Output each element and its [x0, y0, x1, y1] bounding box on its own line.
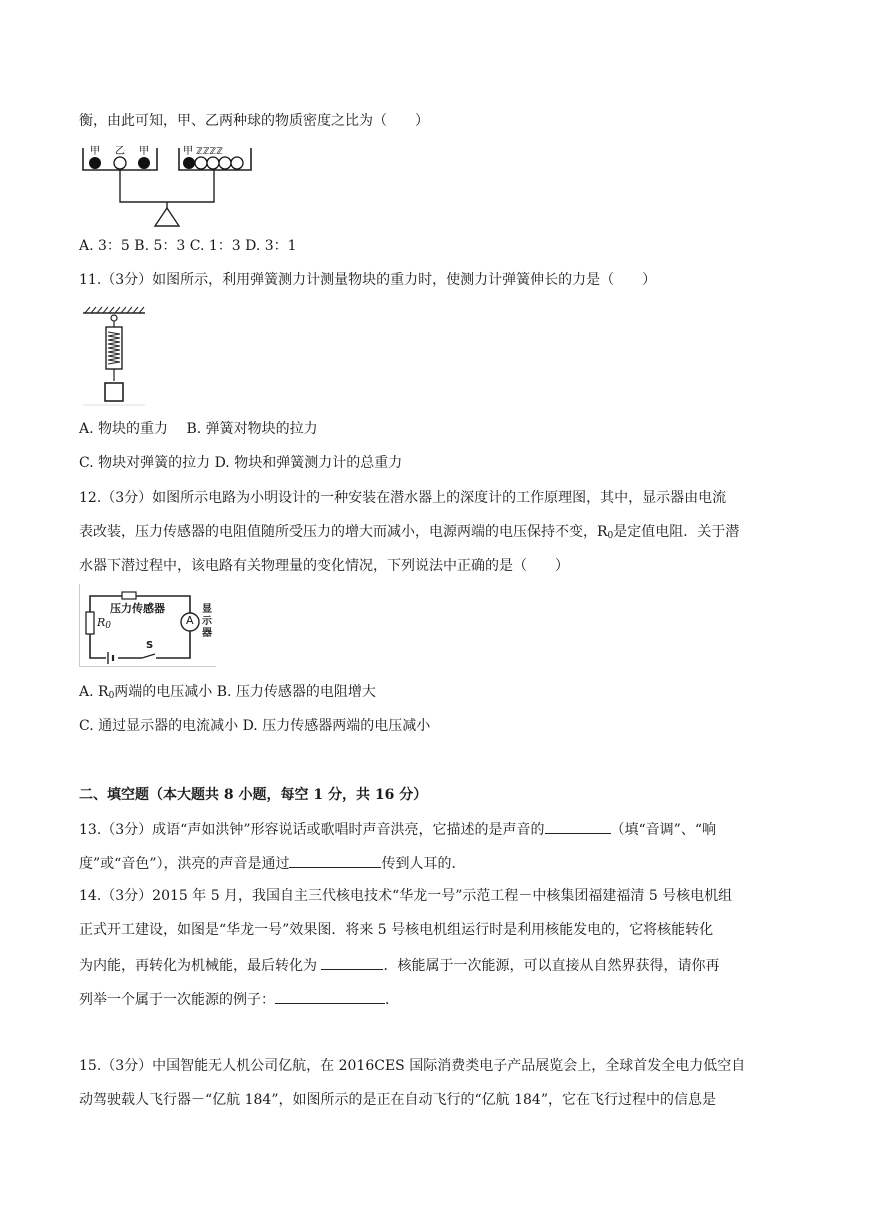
q14-line2: 正式开工建设，如图是“华龙一号”效果图．将来 5 号核电机组运行时是利用核能发电的，它将核能转化: [79, 922, 714, 938]
jia-label-2: 甲: [139, 146, 149, 157]
q13-line1: 13.（3分）成语“声如洪钟”形容说话或歌唱时声音洪亮，它描述的是声音的 （填“音调”、“响: [79, 818, 716, 840]
jia-label-3: 甲: [183, 146, 193, 157]
svg-text:ℤℤℤℤ: ℤℤℤℤ: [196, 147, 223, 157]
q11-stem: 11.（3分）如图所示，利用弹簧测力计测量物块的重力时，使测力计弹簧伸长的力是（ ）: [79, 272, 657, 288]
q15-line1: 15.（3分）中国智能无人机公司亿航，在 2016CES 国际消费类电子产品展览会上，全球首发全电力低空自: [79, 1058, 746, 1074]
spring-scale-figure: [79, 305, 149, 409]
sensor-label: 压力传感器: [110, 602, 165, 615]
q13-line2: 度”或“音色”），洪亮的声音是通过 传到人耳的．: [79, 852, 465, 874]
switch-label: S: [146, 640, 154, 651]
section2-heading: 二、填空题（本大题共 8 小题，每空 1 分，共 16 分）: [79, 787, 428, 803]
balance-figure: [79, 140, 259, 230]
q13-blank-2[interactable]: [289, 852, 381, 868]
q11-option-line1: A. 物块的重力 B. 弹簧对物块的拉力: [79, 421, 318, 437]
q12-stem-line1: 12.（3分）如图所示电路为小明设计的一种安装在潜水器上的深度计的工作原理图，其中，显示器由电流: [79, 490, 727, 506]
q12-stem-line3: 水器下潜过程中，该电路有关物理量的变化情况，下列说法中正确的是（ ）: [79, 558, 569, 574]
q10-options: A. 3：5 B. 5：3 C. 1：3 D. 3：1: [79, 238, 297, 254]
q14-blank-1[interactable]: [321, 954, 383, 970]
q12-stem-line2: 表改装，压力传感器的电阻值随所受压力的增大而减小，电源两端的电压保持不变，$R_0$是定值电阻．关于潜: [79, 524, 740, 541]
q14-line1: 14.（3分）2015 年 5 月，我国自主三代核电技术“华龙一号”示范工程－中核集团福建福清 5 号核电机组: [79, 888, 733, 904]
q14-line3: 为内能，再转化为机械能，最后转化为 ．核能属于一次能源，可以直接从自然界获得，请你再: [79, 954, 719, 976]
q14-line4: 列举一个属于一次能源的例子： ．: [79, 988, 399, 1010]
q12-option-line1: A. $R_0$两端的电压减小 B. 压力传感器的电阻增大: [79, 684, 376, 701]
q15-line2: 动驾驶载人飞行器－“亿航 184”，如图所示的是正在自动飞行的“亿航 184”，它在飞行过程中的信息是: [79, 1092, 716, 1108]
r0-label: $R_0$: [97, 616, 112, 631]
q12-option-line2: C. 通过显示器的电流减小 D. 压力传感器两端的电压减小: [79, 718, 431, 734]
q10-stem-end: 衡，由此可知，甲、乙两种球的物质密度之比为（ ）: [79, 113, 429, 129]
circuit-figure: [79, 584, 216, 667]
display-label: 显 示 器: [202, 604, 212, 639]
jia-label-1: 甲: [90, 146, 100, 157]
q13-blank-1[interactable]: [545, 818, 611, 834]
yi-label-1: 乙: [115, 146, 125, 157]
ammeter-label: A: [186, 614, 194, 627]
q11-option-line2: C. 物块对弹簧的拉力 D. 物块和弹簧测力计的总重力: [79, 455, 403, 471]
q14-blank-2[interactable]: [275, 988, 385, 1004]
